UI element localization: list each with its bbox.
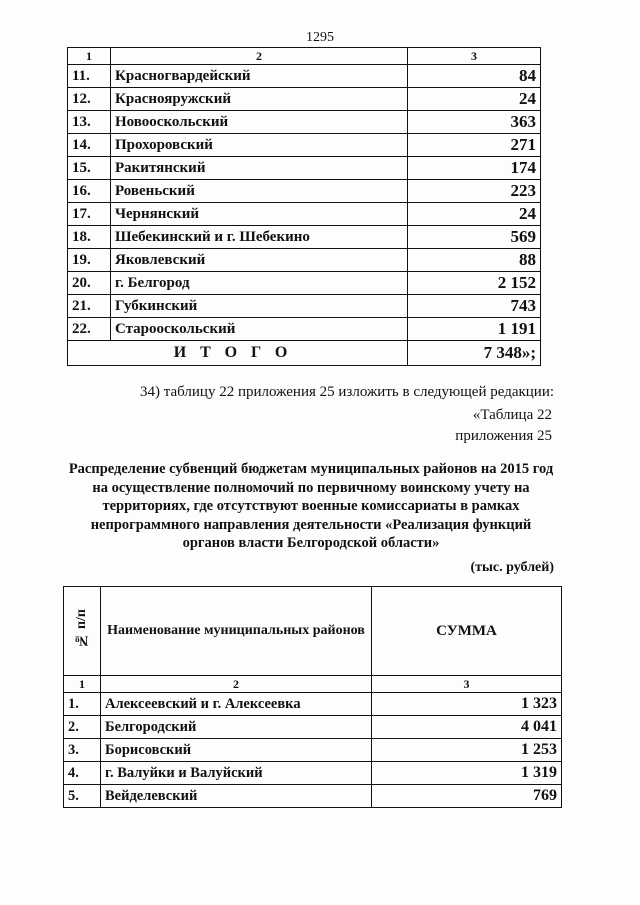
table-row	[68, 134, 541, 157]
subsidy-amount: 84	[408, 65, 541, 88]
table-row	[68, 157, 541, 180]
row-number: 18.	[68, 226, 111, 249]
district-name: Борисовский	[101, 739, 372, 762]
header-name: Наименование муниципальных районов	[101, 587, 372, 676]
district-name: Белгородский	[101, 716, 372, 739]
table-row	[68, 88, 541, 111]
total-row	[68, 341, 541, 366]
column-index: 2	[101, 676, 372, 693]
subsidy-amount: 569	[408, 226, 541, 249]
district-name: Краснояружский	[111, 88, 408, 111]
table-row	[68, 226, 541, 249]
subsidy-amount: 1 191	[408, 318, 541, 341]
subsidy-amount: 223	[408, 180, 541, 203]
subsidy-amount: 88	[408, 249, 541, 272]
total-value: 7 348»;	[408, 341, 541, 366]
district-name: г. Белгород	[111, 272, 408, 295]
district-name: Ровеньский	[111, 180, 408, 203]
column-index: 3	[372, 676, 562, 693]
amendment-instruction: 34) таблицу 22 приложения 25 изложить в следующей редакции:	[140, 384, 555, 400]
header-sum: СУММА	[372, 587, 562, 676]
row-number: 2.	[64, 716, 101, 739]
subsidy-amount: 2 152	[408, 272, 541, 295]
caption-appendix: приложения 25	[455, 428, 552, 444]
district-name: Прохоровский	[111, 134, 408, 157]
row-number: 1.	[64, 693, 101, 716]
district-name: Яковлевский	[111, 249, 408, 272]
table-row	[68, 203, 541, 226]
district-name: г. Валуйки и Валуйский	[101, 762, 372, 785]
column-index-row	[64, 676, 562, 693]
column-index: 1	[64, 676, 101, 693]
district-name: Вейделевский	[101, 785, 372, 808]
district-name: Чернянский	[111, 203, 408, 226]
district-name: Старооскольский	[111, 318, 408, 341]
row-number: 21.	[68, 295, 111, 318]
row-number: 3.	[64, 739, 101, 762]
district-name: Губкинский	[111, 295, 408, 318]
column-header: 3	[408, 48, 541, 65]
subsidy-table-22	[63, 586, 562, 808]
units-label: (тыс. рублей)	[470, 560, 554, 575]
table-caption	[455, 405, 552, 447]
subsidy-amount: 4 041	[372, 716, 562, 739]
district-name: Алексеевский и г. Алексеевка	[101, 693, 372, 716]
subsidy-amount: 1 319	[372, 762, 562, 785]
column-header: 2	[111, 48, 408, 65]
table-row	[64, 693, 562, 716]
table-header-row	[64, 587, 562, 676]
district-name: Новооскольский	[111, 111, 408, 134]
row-number: 19.	[68, 249, 111, 272]
total-label: ИТОГО	[68, 341, 408, 366]
row-number: 13.	[68, 111, 111, 134]
header-number: № п/п	[74, 609, 89, 648]
row-number: 17.	[68, 203, 111, 226]
row-number: 22.	[68, 318, 111, 341]
header-number-cell	[64, 587, 101, 676]
row-number: 4.	[64, 762, 101, 785]
table-row	[68, 111, 541, 134]
table-row	[64, 739, 562, 762]
table-header-row	[68, 48, 541, 65]
page-number: 1295	[306, 30, 334, 45]
table-row	[64, 716, 562, 739]
district-name: Ракитянский	[111, 157, 408, 180]
column-header: 1	[68, 48, 111, 65]
district-name: Шебекинский и г. Шебекино	[111, 226, 408, 249]
subsidy-amount: 24	[408, 203, 541, 226]
table-row	[68, 65, 541, 88]
subsidy-amount: 363	[408, 111, 541, 134]
row-number: 16.	[68, 180, 111, 203]
table-heading: Распределение субвенций бюджетам муниципальных районов на 2015 год на осуществление полномочий по первичному воинскому учету на территориях, где отсутствуют военные комиссариаты в рамках непрограммного направления деятельности «Реализация функций органов власти Белгородской области»	[68, 461, 554, 551]
table-row	[68, 180, 541, 203]
row-number: 15.	[68, 157, 111, 180]
district-name: Красногвардейский	[111, 65, 408, 88]
subsidy-amount: 271	[408, 134, 541, 157]
table-row	[68, 249, 541, 272]
row-number: 12.	[68, 88, 111, 111]
caption-table-number: «Таблица 22	[472, 407, 552, 423]
row-number: 14.	[68, 134, 111, 157]
subsidy-amount: 1 253	[372, 739, 562, 762]
subsidy-amount: 174	[408, 157, 541, 180]
subsidy-amount: 743	[408, 295, 541, 318]
table-row	[64, 762, 562, 785]
table-row	[68, 318, 541, 341]
subsidy-amount: 769	[372, 785, 562, 808]
row-number: 11.	[68, 65, 111, 88]
row-number: 20.	[68, 272, 111, 295]
subsidy-amount: 1 323	[372, 693, 562, 716]
row-number: 5.	[64, 785, 101, 808]
subsidy-amount: 24	[408, 88, 541, 111]
subsidy-table-continued	[67, 47, 541, 366]
table-row	[68, 295, 541, 318]
table-row	[64, 785, 562, 808]
table-row	[68, 272, 541, 295]
